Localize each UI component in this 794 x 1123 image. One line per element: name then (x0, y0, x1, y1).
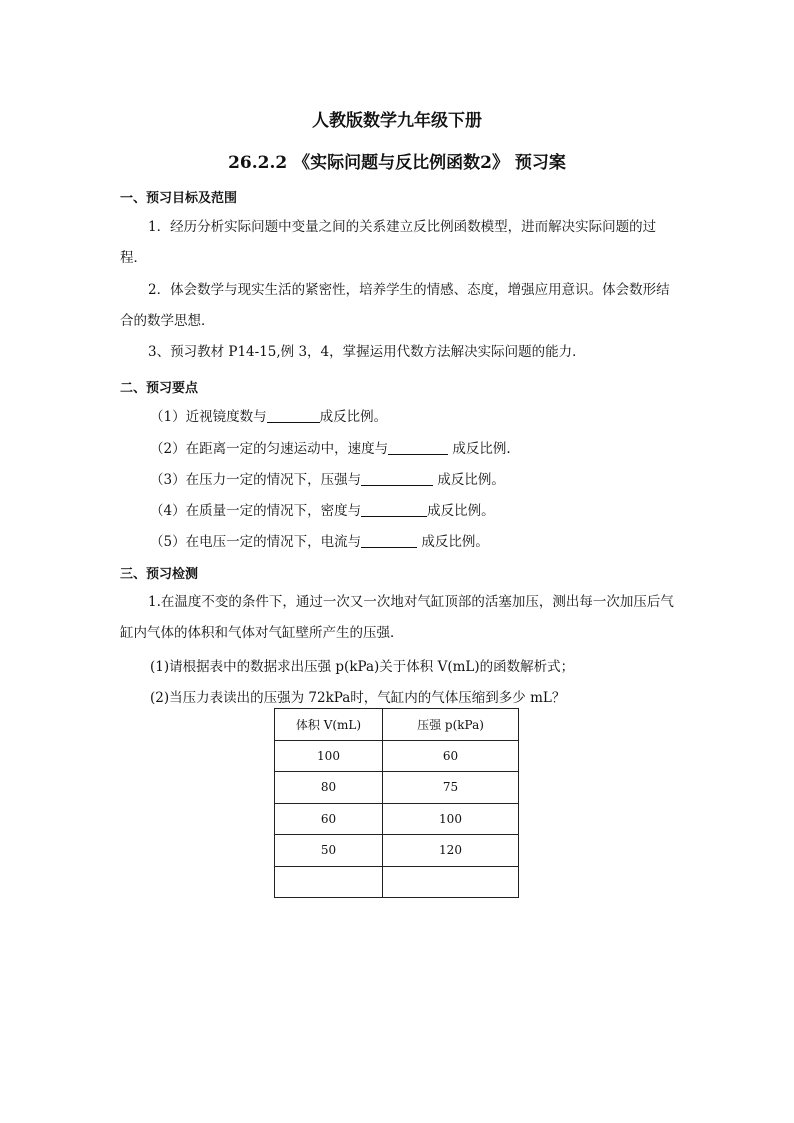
section-heading-points: 二、预习要点 (120, 381, 199, 396)
fill-blank[interactable] (361, 533, 417, 548)
point-item-text: 成反比例. (448, 441, 511, 457)
table-row (275, 866, 519, 898)
table-header-volume: 体积 V(mL) (275, 709, 383, 741)
table-cell-volume: 50 (275, 835, 383, 867)
table-header-row (275, 709, 519, 741)
question-1: (1)请根据表中的数据求出压强 p(kPa)关于体积 V(mL)的函数解析式； (150, 659, 575, 675)
table-cell-pressure (383, 866, 519, 898)
point-item-5 (150, 530, 489, 550)
section-heading-check: 三、预习检测 (120, 567, 199, 582)
question-2: (2)当压力表读出的压强为 72kPa时，气缸内的气体压缩到多少 mL？ (150, 690, 566, 706)
point-item-3 (150, 468, 505, 488)
fill-blank[interactable] (361, 471, 433, 486)
table-row (275, 740, 519, 772)
table-row (275, 772, 519, 804)
point-item-text: 成反比例。 (433, 472, 505, 488)
data-table (274, 708, 519, 898)
point-item-text: 成反比例。 (417, 534, 489, 550)
document-title: 人教版数学九年级下册 (312, 111, 482, 131)
table-cell-volume: 100 (275, 740, 383, 772)
point-item-text: （4）在质量一定的情况下，密度与 (150, 503, 362, 519)
table-cell-pressure: 120 (383, 835, 519, 867)
problem-paragraph: 1.在温度不变的条件下，通过一次又一次地对气缸顶部的活塞加压，测出每一次加压后气缸内气体的体积和气体对气缸壁所产生的压强． (120, 594, 674, 641)
point-item-2 (150, 437, 511, 457)
goal-paragraph-3: 3、预习教材 P14-15,例 3，4，掌握运用代数方法解决实际问题的能力． (148, 344, 586, 360)
table-cell-pressure: 60 (383, 740, 519, 772)
point-item-text: 成反比例。 (427, 503, 495, 519)
point-item-text: 成反比例。 (319, 409, 388, 425)
point-item-text: （2）在距离一定的匀速运动中，速度与 (150, 441, 389, 457)
fill-blank[interactable] (388, 440, 448, 455)
goal-paragraph-2: 2．体会数学与现实生活的紧密性，培养学生的情感、态度，增强应用意识。体会数形结合的数学思想． (120, 282, 670, 329)
point-item-text: （1）近视镜度数与 (150, 409, 267, 425)
table-row (275, 835, 519, 867)
table-row (275, 803, 519, 835)
fill-blank[interactable] (361, 502, 427, 517)
point-item-text: （3）在压力一定的情况下，压强与 (150, 472, 362, 488)
point-item-text: （5）在电压一定的情况下，电流与 (150, 534, 362, 550)
table-cell-pressure: 75 (383, 772, 519, 804)
section-heading-goals: 一、预习目标及范围 (120, 191, 238, 206)
table-cell-volume: 80 (275, 772, 383, 804)
table-cell-volume: 60 (275, 803, 383, 835)
table-cell-pressure: 100 (383, 803, 519, 835)
goal-paragraph-1: 1．经历分析实际问题中变量之间的关系建立反比例函数模型，进而解决实际问题的过程． (120, 219, 657, 266)
fill-blank[interactable] (267, 408, 320, 423)
table-header-pressure: 压强 p(kPa) (383, 709, 519, 741)
table-cell-volume (275, 866, 383, 898)
document-subtitle: 26.2.2 《实际问题与反比例函数2》 预习案 (228, 153, 566, 173)
point-item-1 (150, 405, 387, 425)
point-item-4 (150, 499, 495, 519)
